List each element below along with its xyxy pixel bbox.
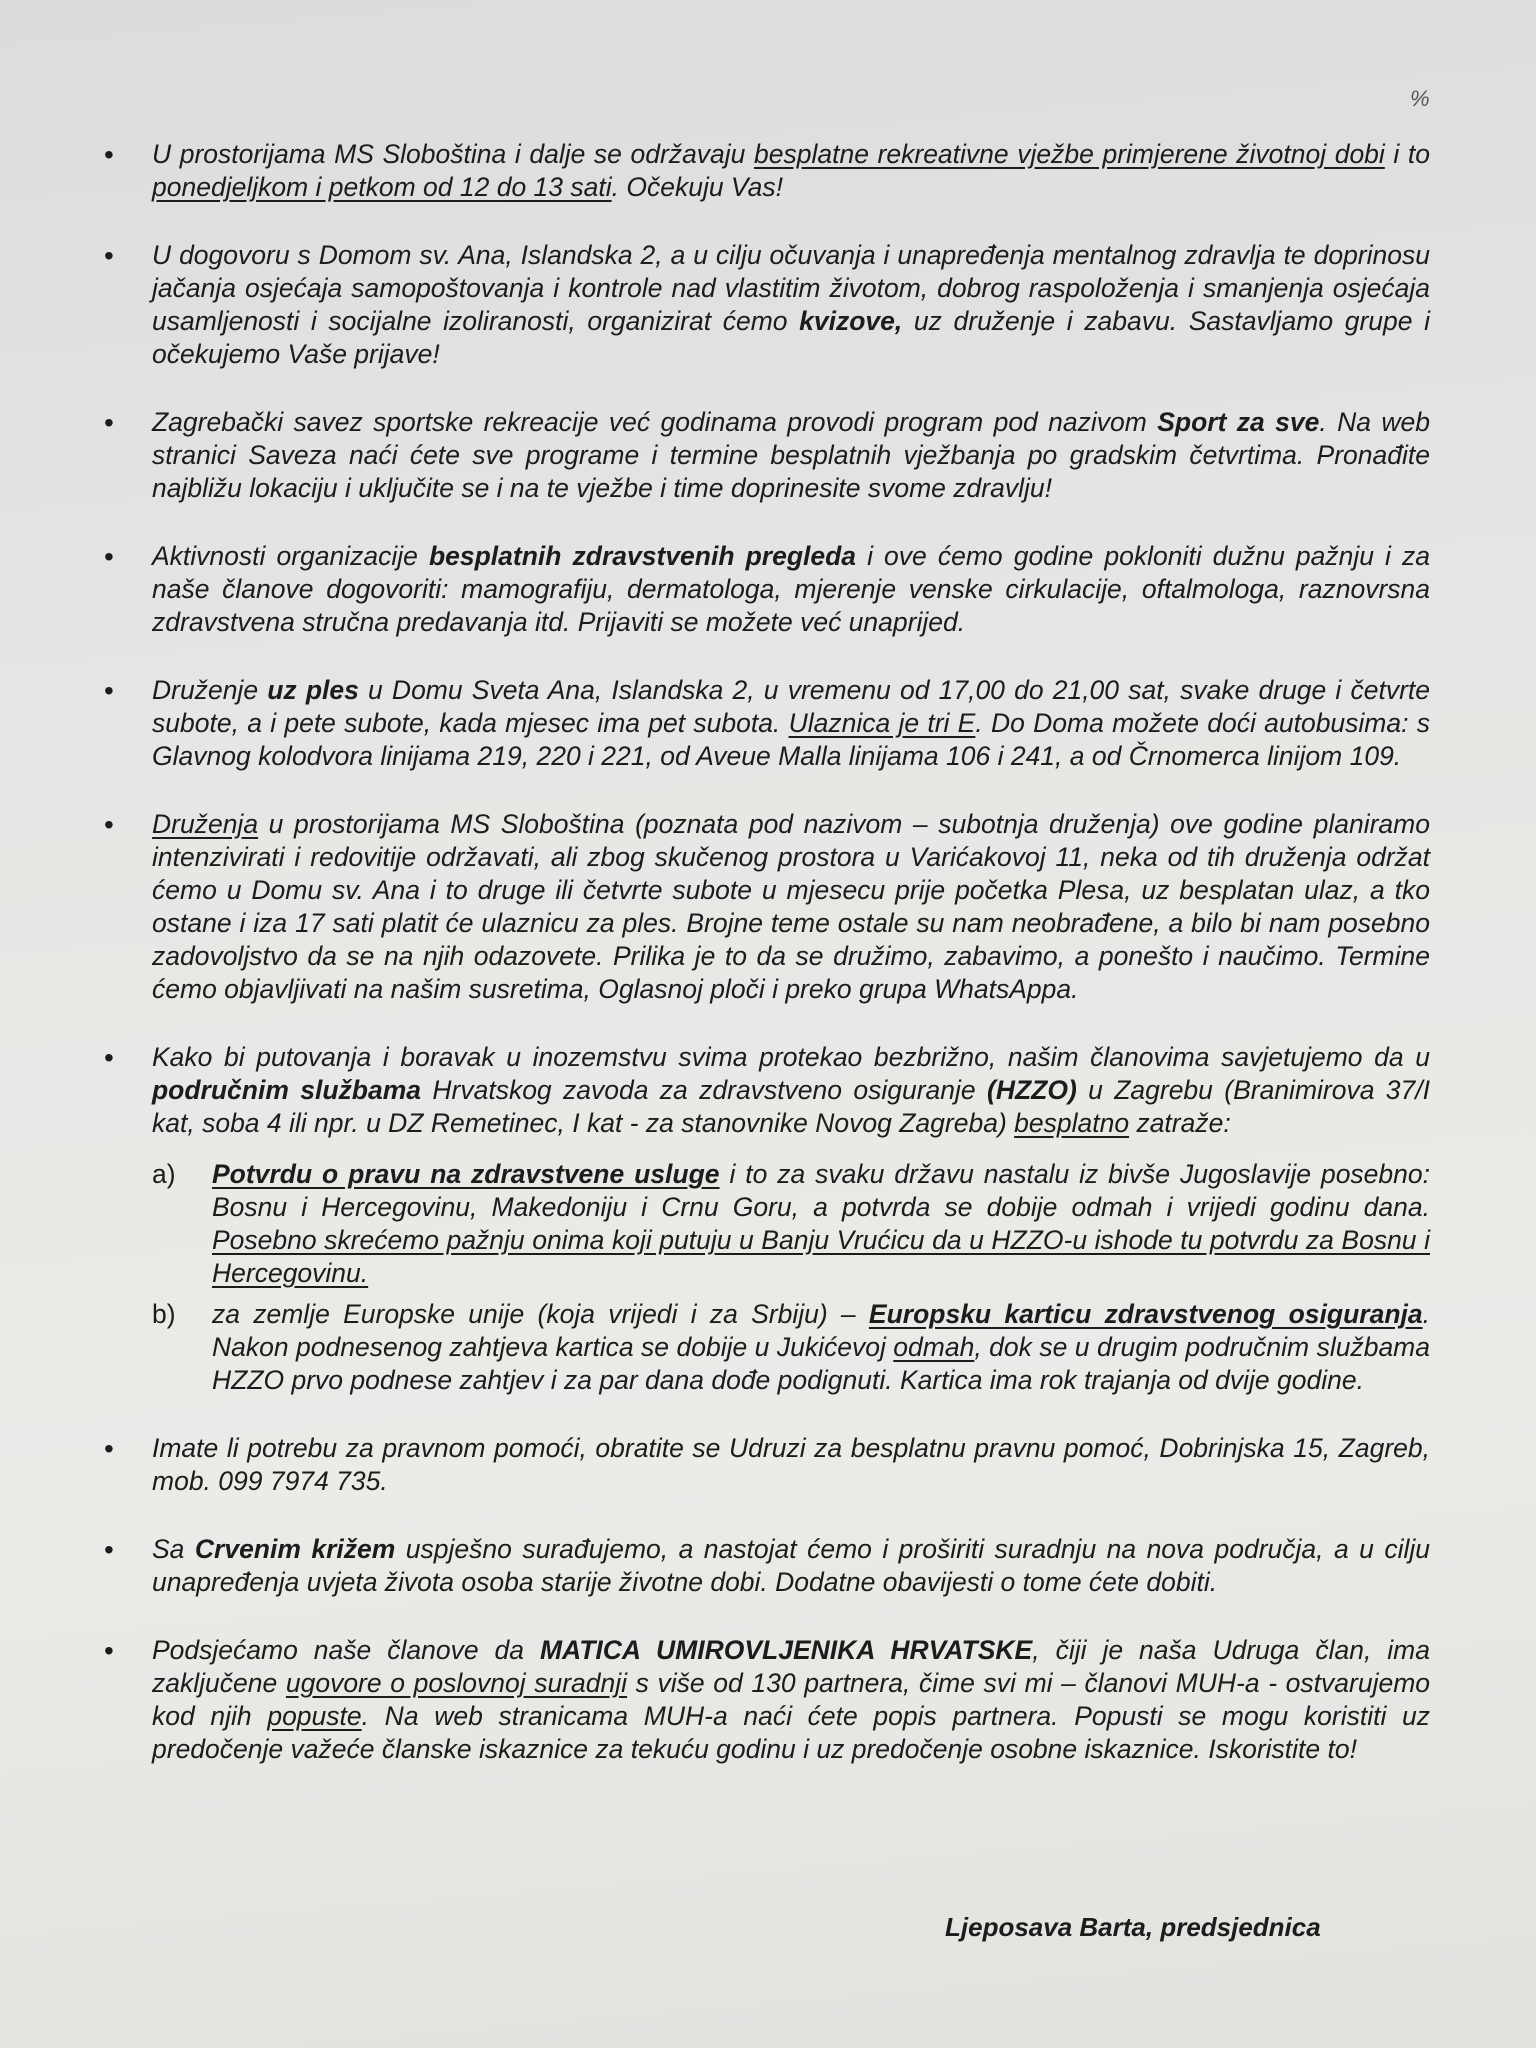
list-item: • Aktivnosti organizacije besplatnih zdravstvenih pregleda i ove ćemo godine pokloniti dužnu pažnju i za naše članove dogovoriti: mamografiju, dermatologa, mjerenje venske cirkulacije, oftalmologa, raznovrsna zdravstvena stručna predavanja itd. Prijaviti se možete već unaprijed.	[100, 540, 1430, 639]
signature: Ljeposava Barta, predsjednica	[945, 1912, 1321, 1942]
page-mark: %	[1410, 86, 1430, 111]
list-item: • Kako bi putovanja i boravak u inozemstvu svima protekao bezbrižno, našim članovima savjetujemo da u područnim službama Hrvatskog zavoda za zdravstveno osiguranje (HZZO) u Zagrebu (Branimirova 37/I kat, soba 4 ili npr. u DZ Remetinec, I kat - za stanovnike Novog Zagreba) besplatno zatraže: a) Potvrdu o pravu na zdravstvene usluge i to za svaku državu nastalu iz bivše Jugoslavije posebno: Bosnu i Hercegovinu, Makedoniju i Crnu Goru, a potvrda se dobije odmah i vrijedi godinu dana. Posebno skrećemo pažnju onima koji putuju u Banju Vrućicu da u HZZO-u ishode tu potvrdu za Bosnu i Hercegovinu. b) za zemlje Europske unije (koja vrijedi i za Srbiju) – Europsku karticu zdravstvenog osiguranja. Nakon podnesenog zahtjeva kartica se dobije u Jukićevoj odmah, dok se u drugim područnim službama HZZO prvo podnese zahtjev i za par dana dođe podignuti. Kartica ima rok trajanja od dvije godine.	[100, 1041, 1430, 1397]
sub-item-b: b) za zemlje Europske unije (koja vrijedi i za Srbiju) – Europsku karticu zdravstvenog osiguranja. Nakon podnesenog zahtjeva kartica se dobije u Jukićevoj odmah, dok se u drugim područnim službama HZZO prvo podnese zahtjev i za par dana dođe podignuti. Kartica ima rok trajanja od dvije godine.	[152, 1299, 1430, 1395]
list-item: • Druženje uz ples u Domu Sveta Ana, Islandska 2, u vremenu od 17,00 do 21,00 sat, svake druge i četvrte subote, a i pete subote, kada mjesec ima pet subota. Ulaznica je tri E. Do Doma možete doći autobusima: s Glavnog kolodvora linijama 219, 220 i 221, od Aveue Malla linijama 106 i 241, a od Črnomerca linijom 109.	[100, 674, 1430, 773]
list-item: • Druženja u prostorijama MS Sloboština (poznata pod nazivom – subotnja druženja) ove godine planiramo intenzivirati i redovitije održavati, ali zbog skučenog prostora u Varićakovoj 11, neka od tih druženja održat ćemo u Domu sv. Ana i to druge ili četvrte subote u mjesecu prije početka Plesa, uz besplatan ulaz, a tko ostane i iza 17 sati platit će ulaznicu za ples. Brojne teme ostale su nam neobrađene, a bilo bi nam posebno zadovoljstvo da se na njih odazovete. Prilika je to da se družimo, zabavimo, a ponešto i naučimo. Termine ćemo objavljivati na našim susretima, Oglasnoj ploči i preko grupa WhatsAppa.	[100, 808, 1430, 1006]
sub-item-label: b)	[152, 1299, 176, 1329]
list-item: • U dogovoru s Domom sv. Ana, Islandska 2, a u cilju očuvanja i unapređenja mentalnog zdravlja te doprinosu jačanja osjećaja samopoštovanja i kontrole nad vlastitim životom, dobrog raspoloženja i smanjenja osjećaja usamljenosti i socijalne izoliranosti, organizirat ćemo kvizove, uz druženje i zabavu. Sastavljamo grupe i očekujemo Vaše prijave!	[100, 239, 1430, 371]
sub-item-label: a)	[152, 1159, 176, 1189]
sub-item-a: a) Potvrdu o pravu na zdravstvene usluge i to za svaku državu nastalu iz bivše Jugoslavije posebno: Bosnu i Hercegovinu, Makedoniju i Crnu Goru, a potvrda se dobije odmah i vrijedi godinu dana. Posebno skrećemo pažnju onima koji putuju u Banju Vrućicu da u HZZO-u ishode tu potvrdu za Bosnu i Hercegovinu.	[152, 1159, 1430, 1288]
list-item: • U prostorijama MS Sloboština i dalje se održavaju besplatne rekreativne vježbe primjerene životnoj dobi i to ponedjeljkom i petkom od 12 do 13 sati. Očekuju Vas!	[100, 138, 1430, 204]
list-item: • Sa Crvenim križem uspješno surađujemo, a nastojat ćemo i proširiti suradnju na nova područja, a u cilju unapređenja uvjeta života osoba starije životne dobi. Dodatne obavijesti o tome ćete dobiti.	[100, 1533, 1430, 1599]
list-item: • Podsjećamo naše članove da MATICA UMIROVLJENIKA HRVATSKE, čiji je naša Udruga član, ima zaključene ugovore o poslovnoj suradnji s više od 130 partnera, čime svi mi – članovi MUH-a - ostvarujemo kod njih popuste. Na web stranicama MUH-a naći ćete popis partnera. Popusti se mogu koristiti uz predočenje važeće članske iskaznice za tekuću godinu i uz predočenje osobne iskaznice. Iskoristite to!	[100, 1634, 1430, 1766]
list-item: • Zagrebački savez sportske rekreacije već godinama provodi program pod nazivom Sport za sve. Na web stranici Saveza naći ćete sve programe i termine besplatnih vježbanja po gradskim četvrtima. Pronađite najbližu lokaciju i uključite se i na te vježbe i time doprinesite svome zdravlju!	[100, 406, 1430, 505]
list-item: • Imate li potrebu za pravnom pomoći, obratite se Udruzi za besplatnu pravnu pomoć, Dobrinjska 15, Zagreb, mob. 099 7974 735.	[100, 1432, 1430, 1498]
bullet-list	[100, 138, 1430, 1801]
